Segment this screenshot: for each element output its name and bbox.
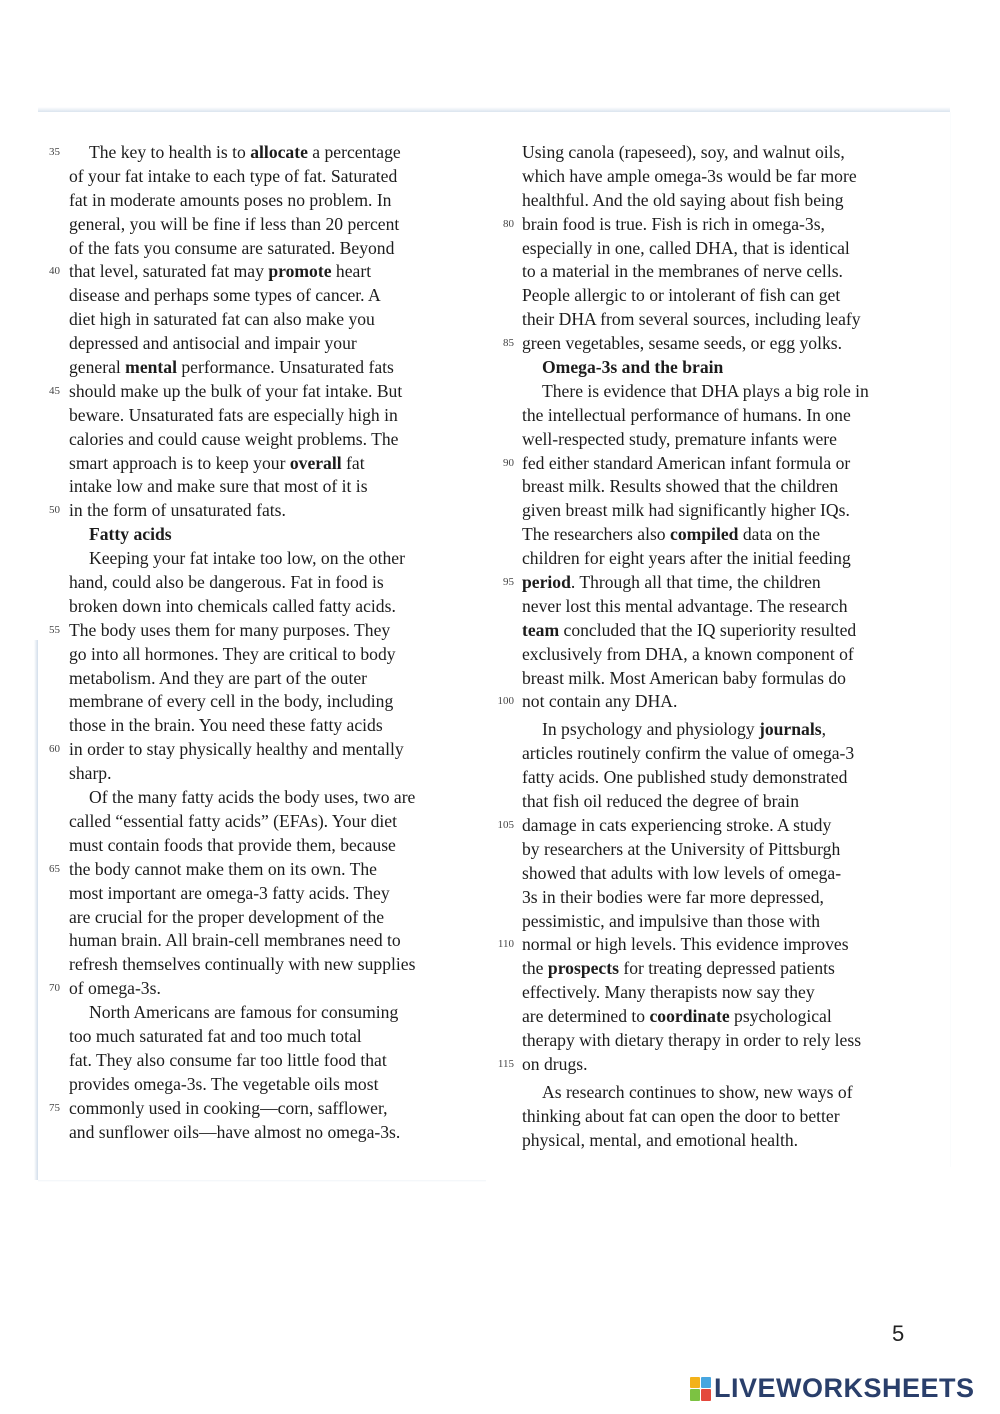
text-line [69,356,489,380]
text-line [69,1049,489,1073]
text-segment: never lost this mental advantage. The research [522,595,848,616]
text-line [503,571,942,595]
text-line [69,1025,489,1049]
text-segment: metabolism. And they are part of the outer [69,667,368,688]
text-line [49,619,489,643]
line-number: 35 [49,146,60,158]
text-segment: too much saturated fat and too much total [69,1025,362,1046]
text-segment: most important are omega-3 fatty acids. They [69,882,390,903]
text-line [522,766,942,790]
text-segment: Keeping your fat intake too low, on the other [89,548,405,569]
text-segment: that fish oil reduced the degree of brain [522,791,799,812]
logo-square [701,1377,711,1389]
text-line [49,738,489,762]
text-line [522,1081,942,1105]
line-number: 40 [49,265,60,278]
text-segment: articles routinely confirm the value of omega-3 [522,743,855,764]
line-number: 110 [497,938,514,951]
text-line [69,786,489,810]
text-segment: showed that adults with low levels of omega- [522,862,842,883]
line-number: 105 [497,818,514,831]
text-segment: to a material in the membranes of nerve cells. [522,261,843,282]
text-line [69,189,489,213]
line-number: 70 [49,982,60,995]
text-segment: breast milk. Results showed that the children [522,476,839,497]
text-line [522,284,942,308]
text-segment: membrane of every cell in the body, including [69,691,394,712]
text-segment: smart approach is to keep your [69,452,290,473]
right-text-column [497,141,942,1152]
text-segment: that level, saturated fat may [69,261,269,282]
text-segment: human brain. All brain-cell membranes need to [69,930,401,951]
text-segment: effectively. Many therapists now say they [522,982,815,1003]
text-line [522,886,942,910]
text-segment: Using canola (rapeseed), soy, and walnut oils, [522,142,845,162]
text-segment: therapy with dietary therapy in order to rely less [522,1029,862,1050]
text-segment: healthful. And the old saying about fish being [522,189,844,210]
text-segment: a percentage [307,142,401,162]
text-segment: broken down into chemicals called fatty acids. [69,595,396,616]
text-line [69,475,489,499]
text-segment: In psychology and physiology [542,719,759,740]
text-line [497,933,942,957]
text-line [69,237,489,261]
text-line [69,882,489,906]
text-line [522,981,942,1005]
text-line [69,213,489,237]
text-line [497,814,942,838]
section-heading [522,356,942,380]
text-segment: should make up the bulk of your fat intake. But [69,380,403,401]
text-segment: intake low and make sure that most of it is [69,476,368,497]
section-heading [69,523,489,547]
text-line [69,571,489,595]
text-segment: not contain any DHA. [522,691,678,712]
line-number: 75 [49,1101,60,1114]
text-segment: data on the [738,524,821,545]
left-text-column [49,141,489,1144]
text-segment: provides omega-3s. The vegetable oils most [69,1073,379,1094]
text-line [522,189,942,213]
text-line [522,523,942,547]
text-line [69,714,489,738]
text-segment: Fatty acids [89,524,172,545]
text-line [522,404,942,428]
text-segment: especially in one, called DHA, that is identical [522,237,850,258]
text-line [522,838,942,862]
text-line [503,452,942,476]
text-line [497,1053,942,1077]
text-line [522,718,942,742]
text-segment: sharp. [69,763,112,784]
logo-square [701,1389,711,1401]
vocabulary-word: allocate [250,142,308,162]
text-line [49,1097,489,1121]
text-segment: in the form of unsaturated fats. [69,500,286,521]
text-line [522,165,942,189]
text-line [69,953,489,977]
text-line [49,141,489,165]
text-segment: damage in cats experiencing stroke. A study [522,814,832,835]
text-line [522,619,942,643]
text-segment: the intellectual performance of humans. In one [522,404,851,425]
text-segment: are determined to [522,1006,650,1027]
line-number: 95 [503,576,514,589]
text-segment: exclusively from DHA, a known component of [522,643,854,664]
text-segment: children for eight years after the initial feeding [522,548,851,569]
text-line [522,380,942,404]
text-line [69,1121,489,1145]
text-segment: . Through all that time, the children [570,572,821,593]
text-line [522,595,942,619]
text-line [522,547,942,571]
text-segment: the [522,958,548,979]
line-number: 80 [503,217,514,230]
vocabulary-word: promote [268,261,332,282]
line-number: 60 [49,743,60,756]
text-segment: of your fat intake to each type of fat. Saturated [69,165,398,186]
text-segment: in order to stay physically healthy and mentally [69,739,404,760]
text-segment: the body cannot make them on its own. The [69,858,377,879]
text-line [69,690,489,714]
text-segment: called “essential fatty acids” (EFAs). Your diet [69,810,398,831]
vocabulary-word: mental [125,357,177,378]
text-segment: their DHA from several sources, including leafy [522,309,861,330]
text-segment: There is evidence that DHA plays a big role in [542,380,869,401]
text-segment: green vegetables, sesame seeds, or egg yolks. [522,333,843,354]
logo-square [690,1389,700,1401]
text-segment: general, you will be fine if less than 20 percent [69,213,400,234]
text-line [49,380,489,404]
text-segment: concluded that the IQ superiority resulted [559,619,857,640]
text-line [522,237,942,261]
text-line [522,308,942,332]
liveworksheets-logo-icon [690,1377,711,1401]
text-segment: The body uses them for many purposes. They [69,619,391,640]
text-segment: and sunflower oils—have almost no omega-3s. [69,1121,401,1142]
text-segment: are crucial for the proper development of the [69,906,385,927]
text-segment: psychological [729,1006,832,1027]
text-line [69,284,489,308]
text-line [503,213,942,237]
text-line [49,858,489,882]
text-line [522,1005,942,1029]
vocabulary-word: coordinate [649,1006,730,1027]
text-line [69,810,489,834]
text-segment: those in the brain. You need these fatty acids [69,715,383,736]
text-segment: of the fats you consume are saturated. Beyond [69,237,395,258]
text-line [522,1129,942,1153]
text-segment: beware. Unsaturated fats are especially high in [69,404,398,425]
text-segment: breast milk. Most American baby formulas do [522,667,846,688]
text-line [69,165,489,189]
text-segment: performance. Unsaturated fats [176,357,394,378]
vocabulary-word: compiled [670,524,739,545]
line-number: 55 [49,623,60,636]
text-line [522,910,942,934]
text-segment: physical, mental, and emotional health. [522,1129,799,1150]
text-segment: fat [341,452,365,473]
text-segment: fed either standard American infant formula or [522,452,851,473]
text-segment: normal or high levels. This evidence improves [522,934,849,955]
text-segment: which have ample omega-3s would be far more [522,165,857,186]
text-segment: calories and could cause weight problems. The [69,428,399,449]
text-line [69,929,489,953]
vocabulary-word: team [522,619,560,640]
text-line [522,428,942,452]
text-segment: heart [331,261,372,282]
vocabulary-word: prospects [547,958,619,979]
text-line [69,667,489,691]
text-line [69,906,489,930]
text-line [69,452,489,476]
text-segment: must contain foods that provide them, because [69,834,396,855]
text-line [503,332,942,356]
line-number: 50 [49,504,60,517]
text-segment: on drugs. [522,1053,588,1074]
liveworksheets-brand[interactable] [690,1373,975,1404]
text-line [49,977,489,1001]
text-segment: given breast milk had significantly higher IQs. [522,500,850,521]
line-number: 45 [49,384,60,397]
text-segment: brain food is true. Fish is rich in omega-3s, [522,213,825,234]
text-segment: hand, could also be dangerous. Fat in food is [69,572,384,593]
text-line [69,595,489,619]
text-line [522,1105,942,1129]
text-line [522,475,942,499]
text-segment: The researchers also [522,524,671,545]
text-segment: North Americans are famous for consuming [89,1002,399,1023]
text-segment: People allergic to or intolerant of fish can get [522,285,841,306]
text-line [69,1073,489,1097]
text-line [522,667,942,691]
text-segment: by researchers at the University of Pittsburgh [522,838,841,859]
text-line [69,404,489,428]
text-segment: depressed and antisocial and impair your [69,333,357,354]
text-segment: for treating depressed patients [618,958,835,979]
text-segment: Omega-3s and the brain [542,357,724,378]
text-line [69,834,489,858]
text-segment: The key to health is to [89,142,251,162]
line-number: 65 [49,862,60,875]
line-number: 100 [497,695,514,708]
text-segment: refresh themselves continually with new supplies [69,954,416,975]
line-number: 85 [503,337,514,350]
page-number: 5 [892,1321,905,1346]
text-segment: Of the many fatty acids the body uses, two are [89,787,416,808]
text-segment: fat in moderate amounts poses no problem. In [69,189,392,210]
text-line [522,260,942,284]
text-line [497,690,942,714]
text-line [69,762,489,786]
line-number: 115 [497,1057,514,1070]
text-line [522,790,942,814]
line-number: 90 [503,456,514,469]
text-line [522,742,942,766]
text-segment: well-respected study, premature infants were [522,428,837,449]
brand-name: LIVEWORKSHEETS [714,1373,975,1403]
text-line [522,957,942,981]
text-segment: commonly used in cooking—corn, safflower, [69,1097,388,1118]
text-line [69,547,489,571]
text-segment: fatty acids. One published study demonstrated [522,767,848,788]
text-line [69,643,489,667]
text-segment: fat. They also consume far too little food that [69,1049,387,1070]
vocabulary-word: journals [758,719,822,740]
text-line [69,332,489,356]
text-segment: As research continues to show, new ways of [542,1081,853,1102]
text-line [522,141,942,165]
text-segment: general [69,357,126,378]
text-line [49,260,489,284]
text-segment: diet high in saturated fat can also make you [69,309,375,330]
text-line [522,499,942,523]
text-line [69,308,489,332]
text-line [69,1001,489,1025]
text-segment: , [821,719,826,740]
text-line [522,643,942,667]
text-segment: disease and perhaps some types of cancer. A [69,285,381,306]
text-line [69,428,489,452]
logo-square [690,1377,700,1389]
text-segment: 3s in their bodies were far more depressed, [522,886,824,907]
text-segment: go into all hormones. They are critical to body [69,643,396,664]
vocabulary-word: overall [289,452,342,473]
vocabulary-word: period [522,572,571,593]
text-segment: thinking about fat can open the door to better [522,1105,840,1126]
text-line [49,499,489,523]
text-segment: of omega-3s. [69,978,161,999]
text-segment: pessimistic, and impulsive than those with [522,910,821,931]
text-line [522,862,942,886]
text-line [522,1029,942,1053]
